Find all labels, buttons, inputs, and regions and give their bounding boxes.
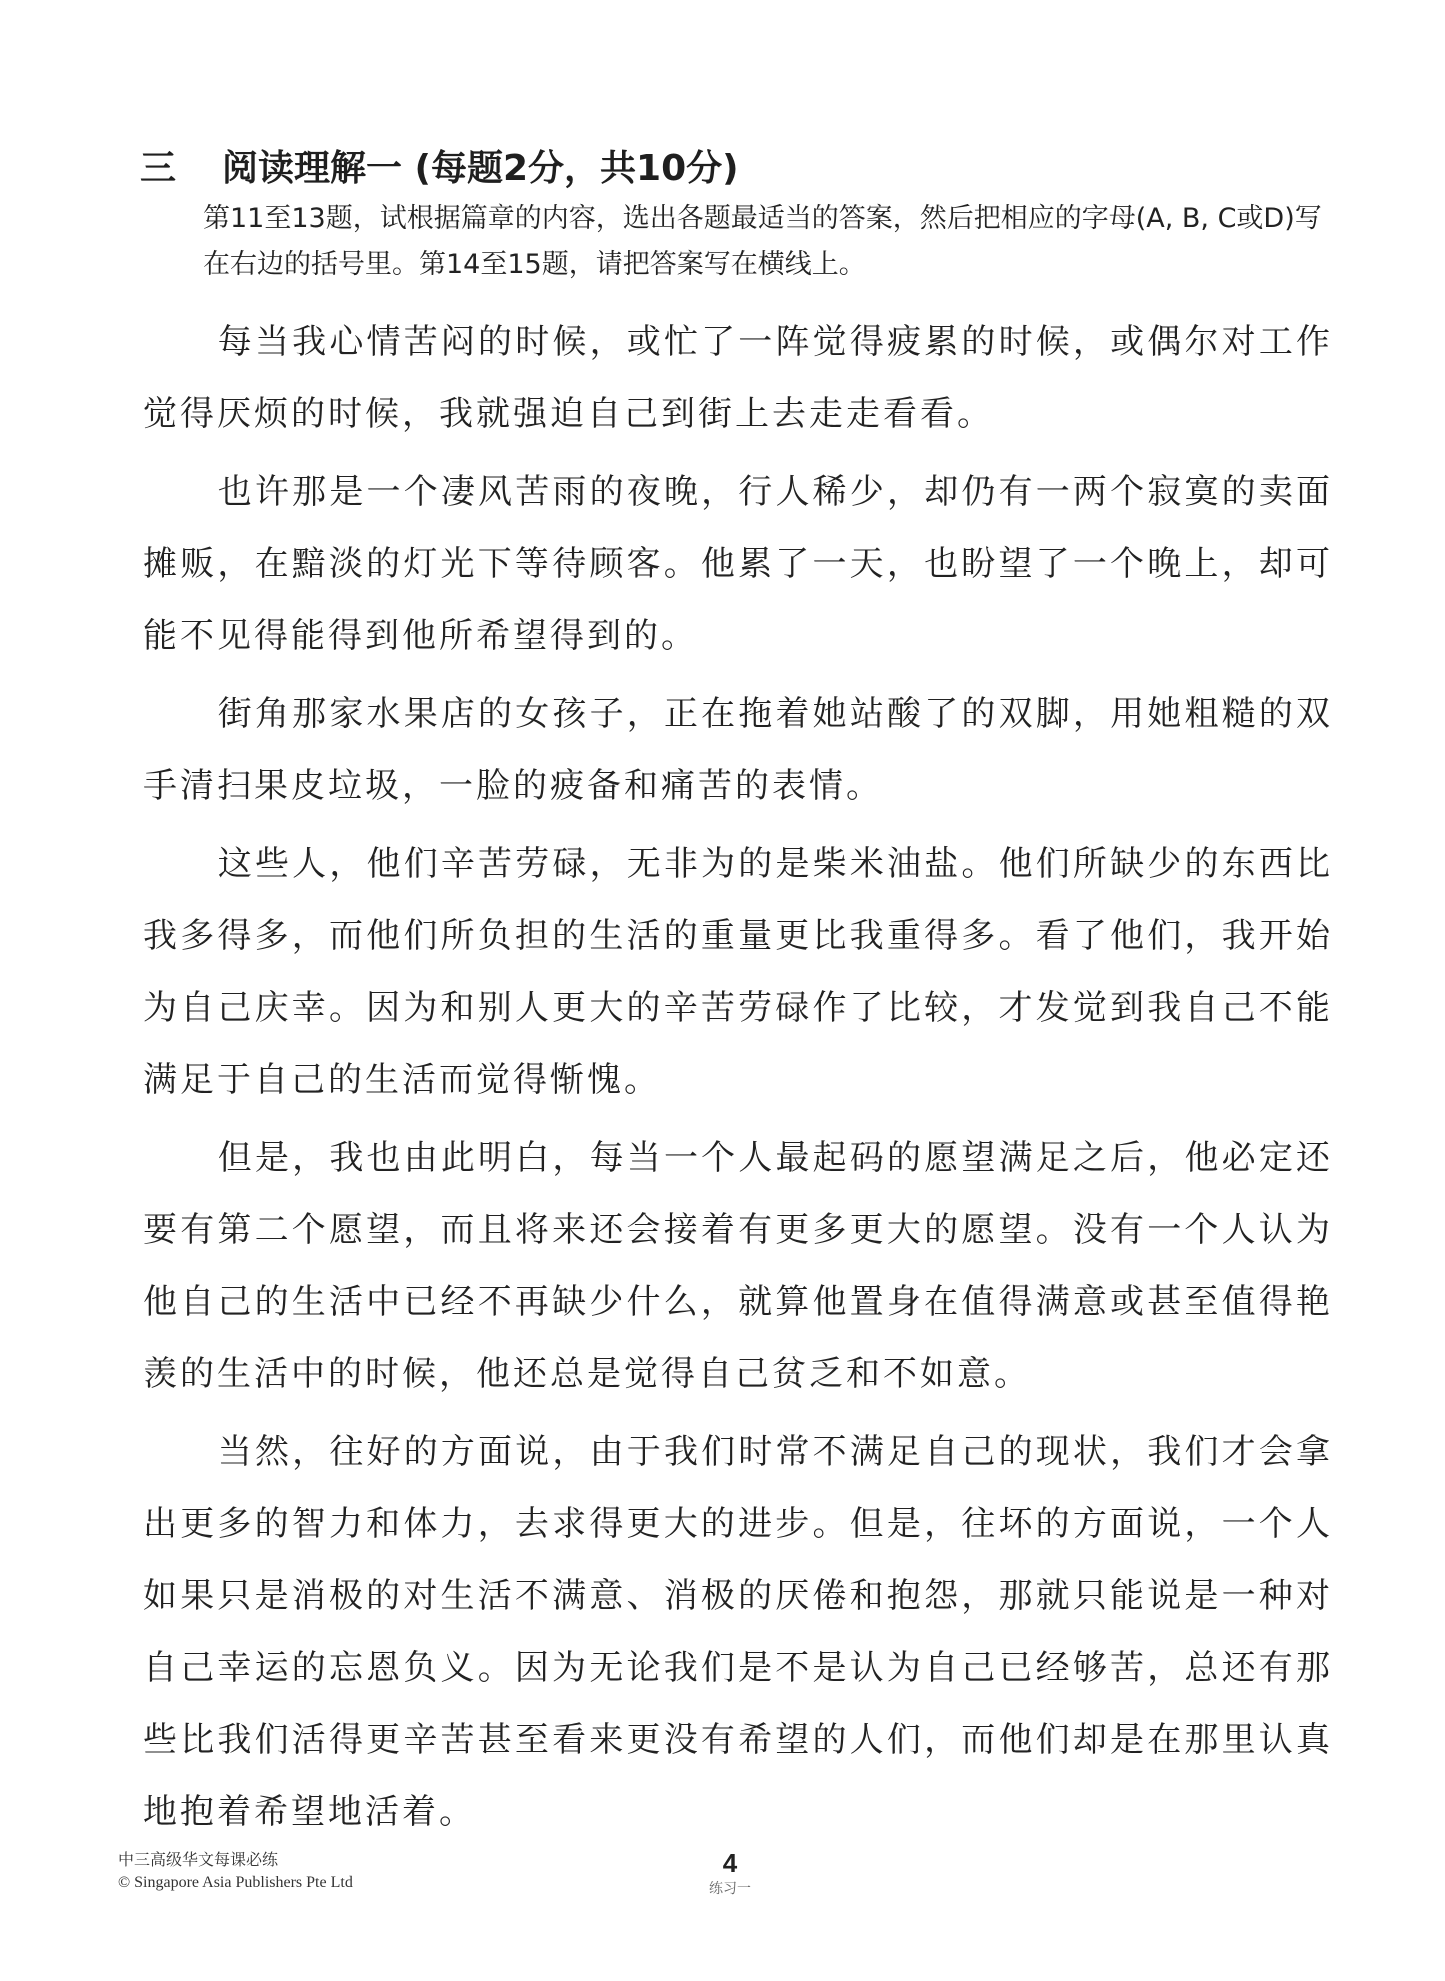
- page-number-block: [700, 1848, 760, 1898]
- section-title: 阅读理解一 (每题2分，共10分): [222, 148, 739, 189]
- footer-left: [118, 1850, 353, 1894]
- paragraph: 当然，往好的方面说，由于我们时常不满足自己的现状，我们才会拿出更多的智力和体力，去求得更大的进步。但是，往坏的方面说，一个人如果只是消极的对生活不满意、消极的厌倦和抱怨，那就只能说是一种对自己幸运的忘恩负义。因为无论我们是不是认为自己已经够苦，总还有那些比我们活得更辛苦甚至看来更没有希望的人们，而他们却是在那里认真地抱着希望地活着。: [143, 1432, 1333, 1832]
- instructions: 第11至13题，试根据篇章的内容，选出各题最适当的答案，然后把相应的字母(A, B, C或D)写在右边的括号里。第14至15题，请把答案写在横线上。: [203, 203, 1322, 280]
- section-heading: [140, 140, 739, 191]
- paragraph: 但是，我也由此明白，每当一个人最起码的愿望满足之后，他必定还要有第二个愿望，而且将来还会接着有更多更大的愿望。没有一个人认为他自己的生活中已经不再缺少什么，就算他置身在值得满意或甚至值得艳羡的生活中的时候，他还总是觉得自己贫乏和不如意。: [143, 1138, 1333, 1394]
- section-number: 三: [140, 148, 177, 189]
- exercise-label: 练习一: [709, 1880, 751, 1896]
- book-title: 中三高级华文每课必练: [118, 1852, 279, 1869]
- paragraph: 街角那家水果店的女孩子，正在拖着她站酸了的双脚，用她粗糙的双手清扫果皮垃圾，一脸的疲备和痛苦的表情。: [143, 694, 1333, 806]
- paragraph: 这些人，他们辛苦劳碌，无非为的是柴米油盐。他们所缺少的东西比我多得多，而他们所负担的生活的重量更比我重得多。看了他们，我开始为自己庆幸。因为和别人更大的辛苦劳碌作了比较，才发觉到我自己不能满足于自己的生活而觉得惭愧。: [143, 844, 1333, 1100]
- paragraph: 每当我心情苦闷的时候，或忙了一阵觉得疲累的时候，或偶尔对工作觉得厌烦的时候，我就强迫自己到街上去走走看看。: [143, 322, 1333, 434]
- copyright: © Singapore Asia Publishers Pte Ltd: [118, 1874, 353, 1891]
- reading-passage: [143, 306, 1333, 1854]
- page-number: 4: [722, 1848, 738, 1878]
- paragraph: 也许那是一个凄风苦雨的夜晚，行人稀少，却仍有一两个寂寞的卖面摊贩，在黯淡的灯光下等待顾客。他累了一天，也盼望了一个晚上，却可能不见得能得到他所希望得到的。: [143, 472, 1333, 656]
